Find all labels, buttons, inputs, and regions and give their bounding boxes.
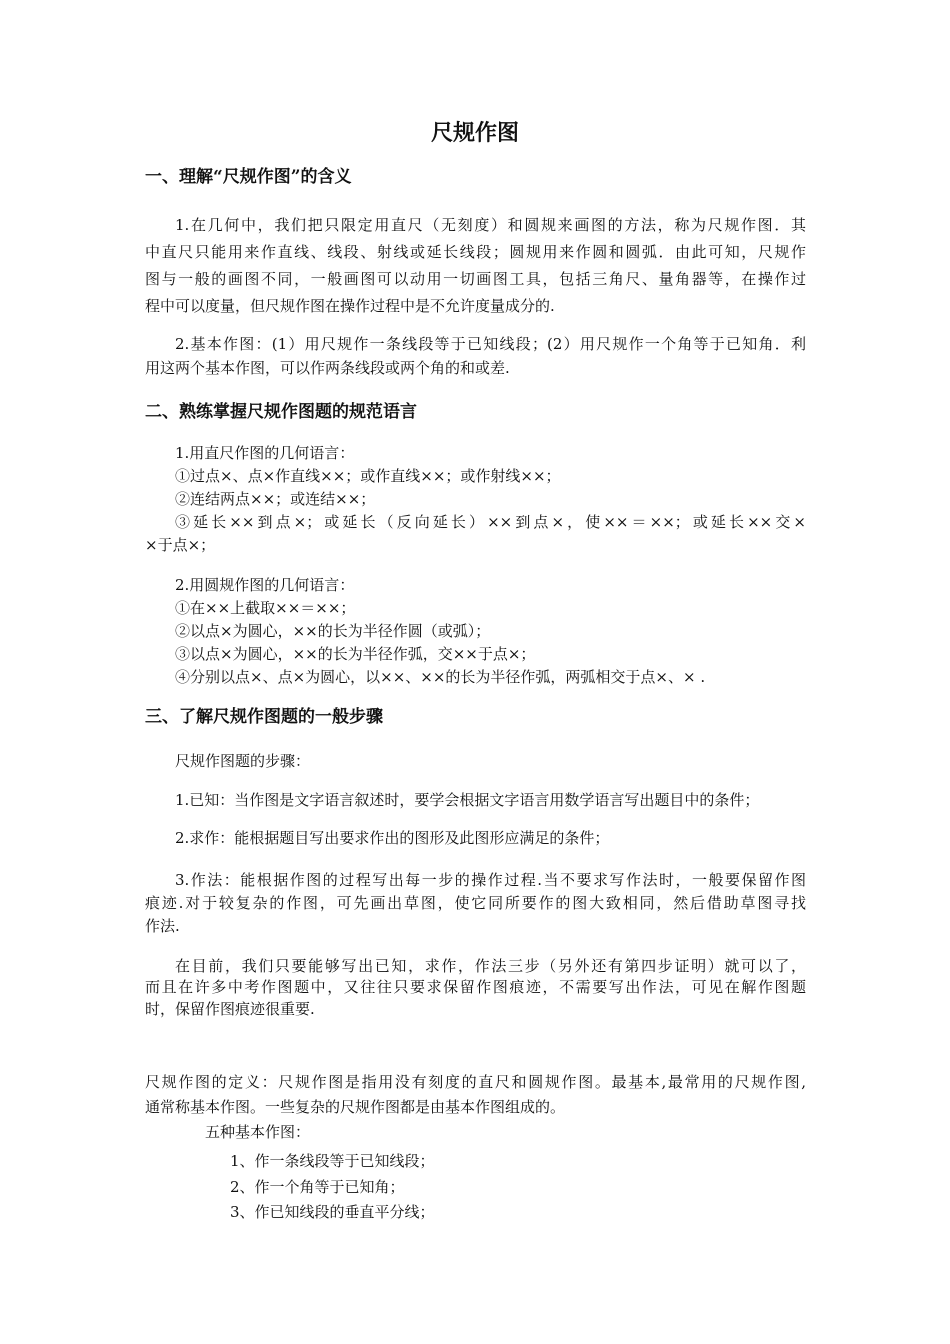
step-required: 2.求作：能根据题目写出要求作出的图形及此图形应满足的条件； xyxy=(175,829,610,847)
step-method-line-1: 3.作法：能根据作图的过程写出每一步的操作过程.当不要求写作法时，一般要保留作图 xyxy=(175,871,806,889)
compass-language-item-1: ①在××上截取××＝××； xyxy=(175,599,356,617)
ruler-language-item-2: ②连结两点××；或连结××； xyxy=(175,490,376,508)
basic-construction-item-1: 1、作一条线段等于已知线段； xyxy=(230,1152,435,1170)
s1-p2-line-1: 2.基本作图：(1）用尺规作一条线段等于已知线段；(2）用尺规作一个角等于已知角．利 xyxy=(175,335,806,353)
compass-language-item-4: ④分别以点×、点×为圆心，以××、××的长为半径作弧，两弧相交于点×、× . xyxy=(175,668,706,686)
s1-p1-line-1: 1.在几何中，我们把只限定用直尺（无刻度）和圆规来画图的方法，称为尺规作图．其 xyxy=(175,216,806,234)
compass-language-item-3: ③以点×为圆心，××的长为半径作弧，交××于点×； xyxy=(175,645,536,663)
ruler-language-item-3-cont: ×于点×； xyxy=(145,536,216,554)
compass-language-item-2: ②以点×为圆心，××的长为半径作圆（或弧）； xyxy=(175,622,491,640)
note-line-1: 在目前，我们只要能够写出已知，求作，作法三步（另外还有第四步证明）就可以了， xyxy=(175,957,806,975)
section-heading-3: 三、了解尺规作图题的一般步骤 xyxy=(145,707,383,727)
note-line-2: 而且在许多中考作图题中，又往往只要求保留作图痕迹，不需要写出作法，可见在解作图题 xyxy=(145,978,806,996)
step-method-line-2: 痕迹.对于较复杂的作图，可先画出草图，使它同所要作的图大致相同，然后借助草图寻找 xyxy=(145,894,806,912)
section-heading-2: 二、熟练掌握尺规作图题的规范语言 xyxy=(145,402,417,422)
s1-p1-line-3: 图与一般的画图不同，一般画图可以动用一切画图工具，包括三角尺、量角器等，在操作过 xyxy=(145,270,806,288)
compass-language-title: 2.用圆规作图的几何语言： xyxy=(175,576,355,594)
s1-p1-line-2: 中直尺只能用来作直线、线段、射线或延长线段；圆规用来作圆和圆弧．由此可知，尺规作 xyxy=(145,243,806,261)
definition-line-1: 尺规作图的定义：尺规作图是指用没有刻度的直尺和圆规作图。最基本,最常用的尺规作图, xyxy=(145,1073,806,1091)
s1-p1-line-4: 程中可以度量，但尺规作图在操作过程中是不允许度量成分的. xyxy=(145,297,555,315)
steps-intro: 尺规作图题的步骤： xyxy=(175,752,311,770)
page-title: 尺规作图 xyxy=(430,121,519,146)
step-method-line-3: 作法. xyxy=(145,917,180,935)
ruler-language-item-1: ①过点×、点×作直线××；或作直线××；或作射线××； xyxy=(175,467,561,485)
basic-construction-item-3: 3、作已知线段的垂直平分线； xyxy=(230,1203,435,1221)
note-line-3: 时，保留作图痕迹很重要. xyxy=(145,1000,315,1018)
ruler-language-title: 1.用直尺作图的几何语言： xyxy=(175,444,355,462)
s1-p2-line-2: 用这两个基本作图，可以作两条线段或两个角的和或差. xyxy=(145,359,510,377)
section-heading-1: 一、理解“尺规作图”的含义 xyxy=(145,167,352,187)
step-known: 1.已知：当作图是文字语言叙述时，要学会根据文字语言用数学语言写出题目中的条件； xyxy=(175,791,760,809)
ruler-language-item-3: ③延长××到点×；或延长（反向延长）××到点×，使××＝××；或延长××交× xyxy=(175,513,806,531)
basic-construction-item-2: 2、作一个角等于已知角； xyxy=(230,1178,405,1196)
basic-constructions-heading: 五种基本作图： xyxy=(205,1123,311,1141)
definition-line-2: 通常称基本作图。一些复杂的尺规作图都是由基本作图组成的。 xyxy=(145,1098,566,1116)
